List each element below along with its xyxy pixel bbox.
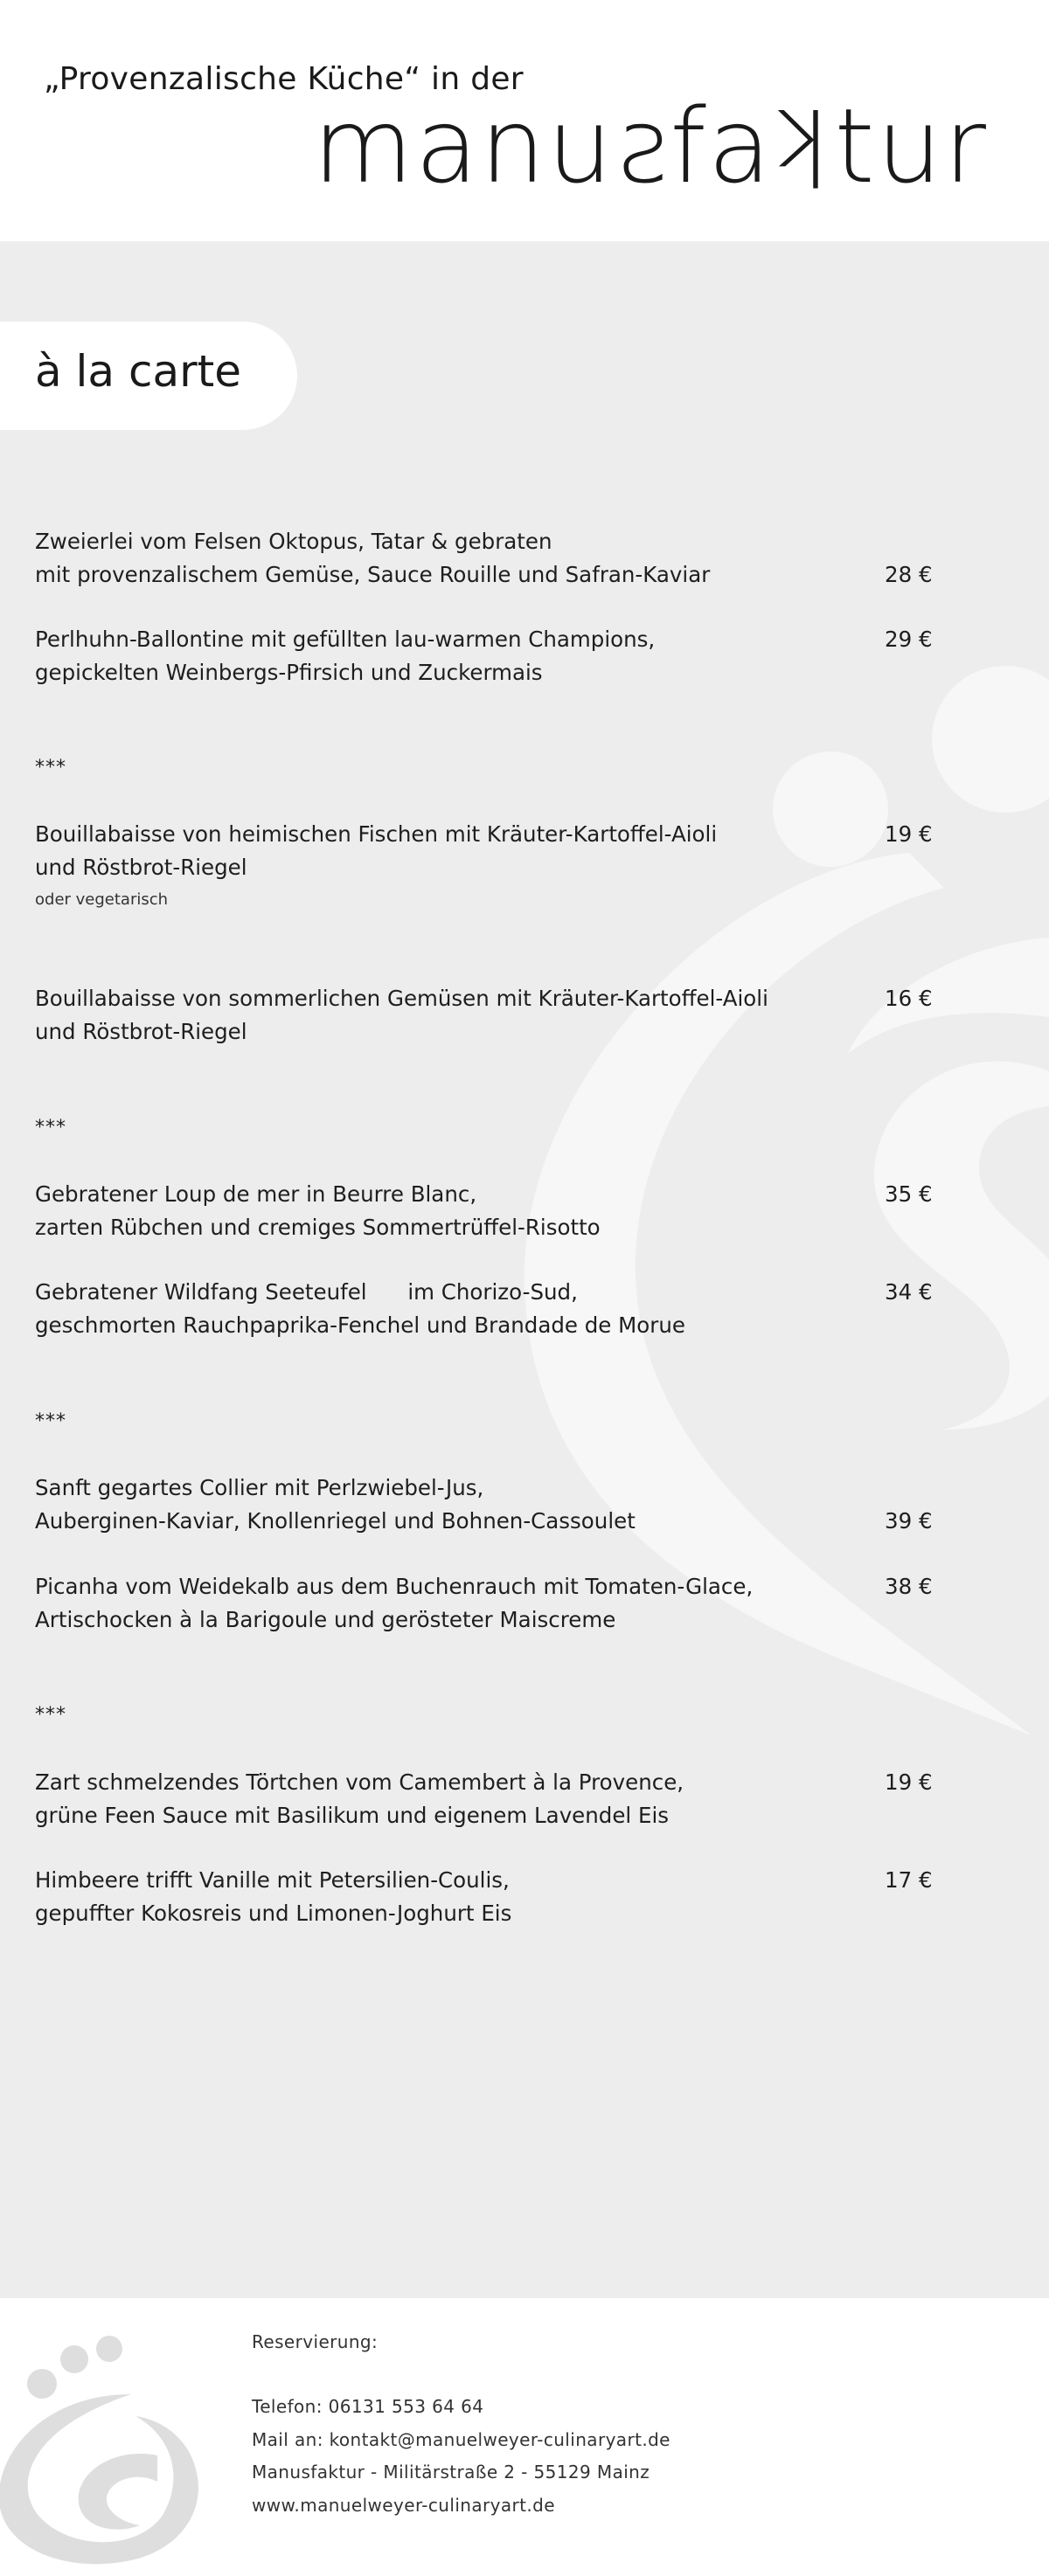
menu-item bbox=[35, 982, 970, 1049]
menu-item bbox=[35, 1276, 970, 1342]
header bbox=[0, 0, 1049, 241]
course-separator: *** bbox=[35, 1704, 66, 1726]
dish-line-2: zarten Rübchen und cremiges Sommertrüffel-Risotto bbox=[35, 1215, 601, 1240]
footer-phone: Telefon: 06131 553 64 64 bbox=[252, 2396, 484, 2417]
dish-line-1: Sanft gegartes Collier mit Perlzwiebel-Jus, bbox=[35, 1475, 484, 1500]
dish-price: 39 € bbox=[885, 1508, 933, 1534]
brand-text-part3: tur bbox=[834, 86, 988, 206]
course-separator: *** bbox=[35, 1410, 66, 1432]
dish-line-1: Zweierlei vom Felsen Oktopus, Tatar & gebraten bbox=[35, 529, 552, 554]
section-title-pill bbox=[0, 322, 297, 430]
header-subtitle: „Provenzalische Küche“ in der bbox=[44, 61, 524, 97]
dish-price: 19 € bbox=[885, 1769, 933, 1795]
dish-line-1: Zart schmelzendes Törtchen vom Camembert à la Provence, bbox=[35, 1769, 684, 1795]
dish-price: 35 € bbox=[885, 1181, 933, 1207]
course-separator: *** bbox=[35, 1117, 66, 1139]
dish-line-1: Picanha vom Weidekalb aus dem Buchenrauch mit Tomaten-Glace, bbox=[35, 1574, 754, 1599]
dish-price: 16 € bbox=[885, 986, 933, 1011]
menu-item bbox=[35, 818, 970, 912]
dish-price: 29 € bbox=[885, 627, 933, 652]
dish-line-2: Artischocken à la Barigoule und gerösteter Maiscreme bbox=[35, 1607, 616, 1632]
dish-line-1: Bouillabaisse von heimischen Fischen mit Kräuter-Kartoffel-Aioli bbox=[35, 821, 718, 847]
menu-item bbox=[35, 1766, 970, 1832]
dish-line-2: und Röstbrot-Riegel bbox=[35, 855, 247, 880]
brand-logo bbox=[312, 86, 988, 206]
course-separator: *** bbox=[35, 757, 66, 779]
menu-item bbox=[35, 1864, 970, 1930]
footer-mail[interactable]: Mail an: kontakt@manuelweyer-culinaryart.de bbox=[252, 2429, 670, 2450]
footer-address: Manusfaktur - Militärstraße 2 - 55129 Mainz bbox=[252, 2462, 650, 2483]
dish-line-1: Gebratener Wildfang Seeteufel im Chorizo-Sud, bbox=[35, 1279, 578, 1305]
dish-line-2: gepuffter Kokosreis und Limonen-Joghurt Eis bbox=[35, 1901, 512, 1926]
dish-line-1: Perlhuhn-Ballontine mit gefüllten lau-warmen Champions, bbox=[35, 627, 656, 652]
menu-item bbox=[35, 1570, 970, 1637]
dish-line-2: und Röstbrot-Riegel bbox=[35, 1019, 247, 1044]
menu-item bbox=[35, 525, 970, 592]
reservation-label: Reservierung: bbox=[252, 2331, 379, 2352]
brand-text-part1: manu bbox=[312, 86, 615, 206]
menu-section bbox=[0, 241, 1049, 2298]
menu-item bbox=[35, 1472, 970, 1538]
menu-item bbox=[35, 623, 970, 689]
dish-price: 19 € bbox=[885, 821, 933, 847]
menu-item bbox=[35, 1178, 970, 1244]
footer-website[interactable]: www.manuelweyer-culinaryart.de bbox=[252, 2495, 555, 2516]
brand-text-part2: fa bbox=[670, 86, 774, 206]
dish-line-2: gepickelten Weinbergs-Pfirsich und Zuckermais bbox=[35, 660, 543, 685]
dish-line-2: mit provenzalischem Gemüse, Sauce Rouille und Safran-Kaviar bbox=[35, 562, 711, 587]
dish-price: 28 € bbox=[885, 562, 933, 587]
dish-price: 38 € bbox=[885, 1574, 933, 1599]
dish-line-2: Auberginen-Kaviar, Knollenriegel und Bohnen-Cassoulet bbox=[35, 1508, 636, 1534]
swirl-logo-icon bbox=[0, 2316, 210, 2569]
dish-line-1: Gebratener Loup de mer in Beurre Blanc, bbox=[35, 1181, 477, 1207]
brand-mirrored-s: s bbox=[614, 86, 670, 206]
dish-price: 34 € bbox=[885, 1279, 933, 1305]
dish-line-2: geschmorten Rauchpaprika-Fenchel und Brandade de Morue bbox=[35, 1312, 685, 1338]
dish-price: 17 € bbox=[885, 1867, 933, 1893]
footer bbox=[0, 2298, 1049, 2576]
section-title: à la carte bbox=[35, 346, 242, 397]
dish-line-1: Himbeere trifft Vanille mit Petersilien-Coulis, bbox=[35, 1867, 510, 1893]
dish-note: oder vegetarisch bbox=[35, 890, 169, 909]
brand-flipped-k: k bbox=[773, 86, 835, 206]
dish-line-2: grüne Feen Sauce mit Basilikum und eigenem Lavendel Eis bbox=[35, 1803, 670, 1828]
dish-line-1: Bouillabaisse von sommerlichen Gemüsen mit Kräuter-Kartoffel-Aioli bbox=[35, 986, 768, 1011]
